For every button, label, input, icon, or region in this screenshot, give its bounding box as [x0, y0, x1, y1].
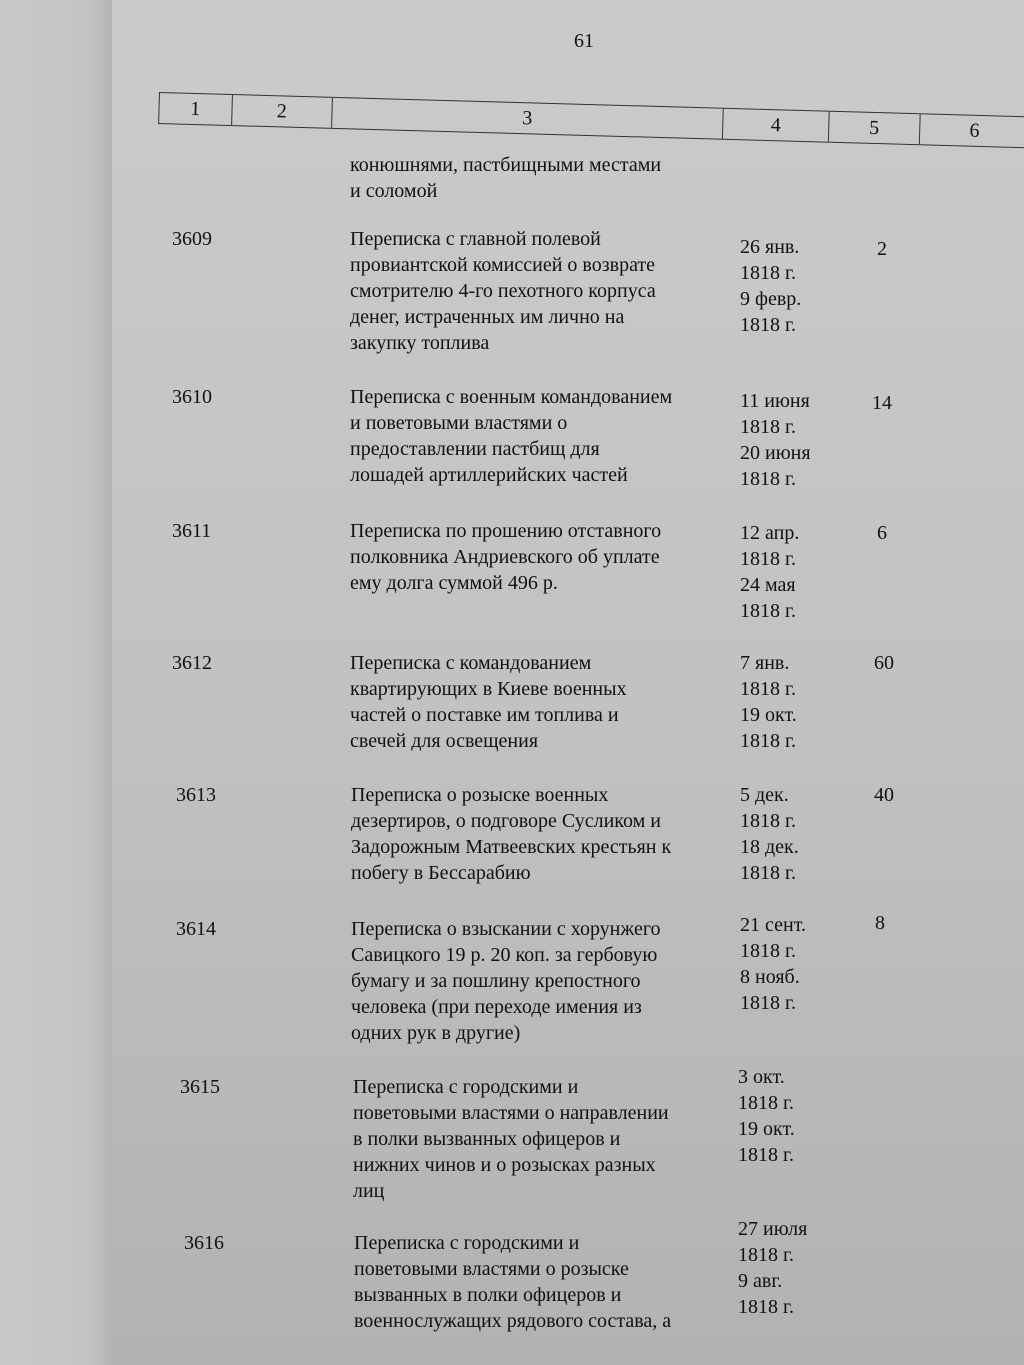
text-line: Переписка с командованием — [350, 652, 592, 674]
date-line: 20 июня — [740, 442, 811, 464]
text-line: Переписка о взыскании с хорунжего — [351, 918, 661, 940]
date-line: 1818 г. — [740, 678, 796, 700]
date-line: 1818 г. — [740, 314, 796, 336]
entry-sheets: 6 — [877, 522, 887, 544]
header-col-5: 5 — [829, 112, 920, 145]
header-col-4: 4 — [723, 109, 830, 142]
date-line: 8 нояб. — [740, 966, 800, 988]
text-line: и поветовыми властями о — [350, 412, 568, 434]
text-line: Переписка с военным командованием — [350, 386, 673, 408]
text-line: побегу в Бессарабию — [351, 862, 531, 884]
entry-dates — [740, 234, 840, 338]
entry-dates — [738, 1216, 838, 1320]
date-line: 5 дек. — [740, 784, 789, 806]
date-line: 1818 г. — [740, 600, 796, 622]
date-line: 1818 г. — [738, 1092, 794, 1114]
date-line: 1818 г. — [740, 416, 796, 438]
text-line: частей о поставке им топлива и — [350, 704, 619, 726]
text-line: бумагу и за пошлину крепостного — [351, 970, 641, 992]
entry-sheets: 14 — [872, 392, 892, 414]
date-line: 21 сент. — [740, 914, 806, 936]
entry-sheets: 60 — [874, 652, 894, 674]
text-line: поветовыми властями о розыске — [354, 1258, 629, 1280]
header-col-6: 6 — [969, 119, 980, 142]
entry-sheets: 8 — [875, 912, 885, 934]
date-line: 1818 г. — [740, 940, 796, 962]
text-line: провиантской комиссией о возврате — [350, 254, 656, 276]
date-line: 1818 г. — [740, 468, 796, 490]
text-line: смотрителю 4-го пехотного корпуса — [350, 280, 656, 302]
header-col-2: 2 — [232, 95, 333, 128]
date-line: 1818 г. — [738, 1296, 794, 1318]
entry-number: 3616 — [184, 1232, 224, 1254]
entry-description — [350, 518, 730, 596]
text-line: предоставлении пастбищ для — [350, 438, 600, 460]
entry-sheets: 40 — [874, 784, 894, 806]
entry-number: 3614 — [176, 918, 216, 940]
text-line: вызванных в полки офицеров и — [354, 1284, 622, 1306]
entry-description — [350, 226, 730, 356]
date-line: 1818 г. — [740, 730, 796, 752]
date-line: 1818 г. — [740, 992, 796, 1014]
date-line: 1818 г. — [740, 262, 796, 284]
date-line: 18 дек. — [740, 836, 799, 858]
text-line: человека (при переходе имения из — [351, 996, 642, 1018]
text-line: конюшнями, пастбищными местами — [350, 154, 662, 176]
text-line: Задорожным Матвеевских крестьян к — [351, 836, 672, 858]
date-line: 1818 г. — [738, 1144, 794, 1166]
date-line: 12 апр. — [740, 522, 800, 544]
text-line: поветовыми властями о направлении — [353, 1102, 669, 1124]
entry-number: 3609 — [172, 228, 212, 250]
entry-description — [350, 650, 730, 754]
text-line: Переписка по прошению отставного — [350, 520, 662, 542]
text-line: лошадей артиллерийских частей — [350, 464, 628, 486]
date-line: 9 авг. — [738, 1270, 783, 1292]
date-line: 19 окт. — [740, 704, 797, 726]
entry-dates — [740, 912, 840, 1016]
entry-description — [351, 782, 731, 886]
entry-number: 3612 — [172, 652, 212, 674]
text-line: нижних чинов и о розысках разных — [353, 1154, 656, 1176]
date-line: 9 февр. — [740, 288, 802, 310]
header-col-3: 3 — [332, 98, 723, 139]
text-line: Переписка с городскими и — [353, 1076, 579, 1098]
entry-number: 3611 — [172, 520, 212, 542]
text-line: денег, истраченных им лично на — [350, 306, 625, 328]
entry-number: 3615 — [180, 1076, 220, 1098]
entry-dates — [738, 1064, 838, 1168]
text-line: лиц — [353, 1180, 385, 1202]
text-line: дезертиров, о подговоре Сусликом и — [351, 810, 661, 832]
text-line: закупку топлива — [350, 332, 490, 354]
date-line: 26 янв. — [740, 236, 800, 258]
entry-description — [354, 1230, 734, 1334]
entry-dates — [740, 520, 840, 624]
entry-sheets: 2 — [877, 238, 887, 260]
text-line: в полки вызванных офицеров и — [353, 1128, 621, 1150]
header-col-1: 1 — [159, 93, 232, 125]
date-line: 3 окт. — [738, 1066, 785, 1088]
date-line: 7 янв. — [740, 652, 790, 674]
entry-description — [350, 384, 730, 488]
text-line: Переписка о розыске военных — [351, 784, 609, 806]
text-line: одних рук в другие) — [351, 1022, 521, 1044]
date-line: 27 июля — [738, 1218, 808, 1240]
text-line: военнослужащих рядового состава, а — [354, 1310, 672, 1332]
entry-dates — [740, 782, 840, 886]
date-line: 1818 г. — [740, 862, 796, 884]
date-line: 11 июня — [740, 390, 810, 412]
date-line: 19 окт. — [738, 1118, 795, 1140]
entry-description — [351, 916, 731, 1046]
entry-dates — [740, 650, 840, 754]
date-line: 1818 г. — [738, 1244, 794, 1266]
entry-number: 3613 — [176, 784, 216, 806]
date-line: 1818 г. — [740, 548, 796, 570]
date-line: 1818 г. — [740, 810, 796, 832]
page-number: 61 — [574, 30, 594, 52]
text-line: полковника Андриевского об уплате — [350, 546, 660, 568]
entry-description — [353, 1074, 733, 1204]
entry-dates — [740, 388, 840, 492]
text-line: ему долга суммой 496 р. — [350, 572, 558, 594]
continuation-text — [350, 152, 661, 204]
text-line: и соломой — [350, 180, 438, 202]
text-line: Савицкого 19 р. 20 коп. за гербовую — [351, 944, 658, 966]
date-line: 24 мая — [740, 574, 796, 596]
text-line: Переписка с главной полевой — [350, 228, 601, 250]
text-line: квартирующих в Киеве военных — [350, 678, 627, 700]
entry-number: 3610 — [172, 386, 212, 408]
text-line: Переписка с городскими и — [354, 1232, 580, 1254]
text-line: свечей для освещения — [350, 730, 539, 752]
facing-page-edge — [0, 0, 113, 1365]
